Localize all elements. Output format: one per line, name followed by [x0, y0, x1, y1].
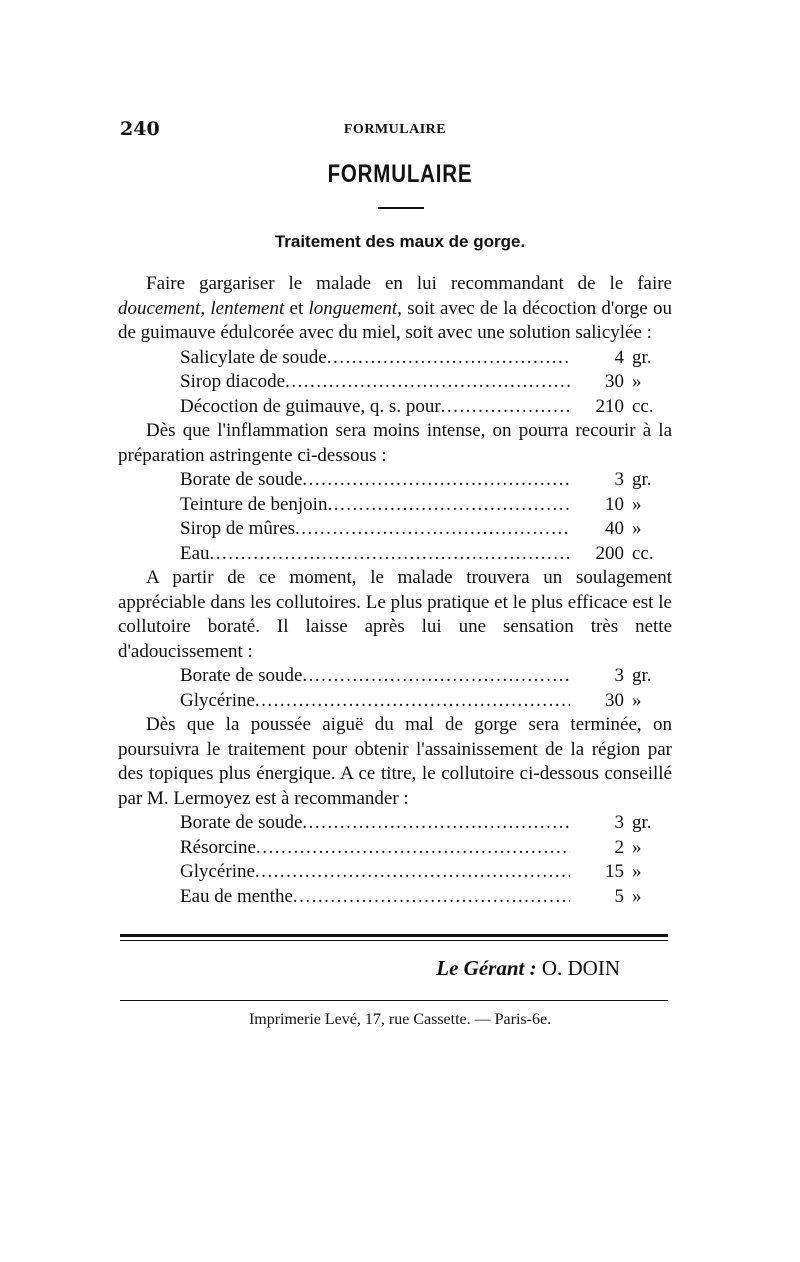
section-title: FORMULAIRE — [327, 160, 473, 188]
formula-row: Glycérine ..... 30 » — [180, 689, 672, 714]
paragraph-4: Dès que la poussée aiguë du mal de gorge sera terminée, on poursuivra le traitement pour obtenir l'assainissement de la région par des topiques plus énergique. A ce titre, le collutoire ci-dessous conseillé par M. Lermoyez est à recommander : — [118, 714, 672, 809]
formula-row: Borate de soude ..... 3 gr. — [180, 468, 672, 493]
formula-2 — [118, 468, 672, 566]
article-body — [118, 272, 672, 909]
footer-rule — [120, 934, 668, 937]
formula-row: Glycérine ..... 15 » — [180, 860, 672, 885]
formula-1 — [118, 346, 672, 420]
formula-row: Décoction de guimauve, q. s. pour ..... 210 cc. — [180, 395, 672, 420]
formula-row: Sirop de mûres ..... 40 » — [180, 517, 672, 542]
running-head: FORMULAIRE — [343, 122, 447, 137]
gerant-line — [120, 956, 620, 981]
formula-row: Salicylate de soude ..... 4 gr. — [180, 346, 672, 371]
formula-row: Borate de soude ..... 3 gr. — [180, 811, 672, 836]
title-rule — [378, 207, 424, 209]
formula-row: Eau de menthe ..... 5 » — [180, 885, 672, 910]
intro-paragraph: Faire gargariser le malade en lui recommandant de le faire doucement, lentement et longuement, soit avec de la décoction d'orge ou de guimauve édulcorée avec du miel, soit avec une solution salicylée : — [118, 273, 673, 343]
footer-rule — [120, 1000, 668, 1001]
gerant-name: O. DOIN — [541, 956, 620, 980]
page-header — [120, 118, 670, 146]
formula-row: Résorcine ..... 2 » — [180, 836, 672, 861]
page-number: 240 — [120, 118, 160, 140]
paragraph-2: Dès que l'inflammation sera moins intense, on pourra recourir à la préparation astringente ci-dessous : — [118, 420, 672, 466]
imprint-line: Imprimerie Levé, 17, rue Cassette. — Paris-6e. — [248, 1011, 552, 1028]
formula-row: Teinture de benjoin ..... 10 » — [180, 493, 672, 518]
formula-3 — [118, 664, 672, 713]
formula-row: Eau ..... 200 cc. — [180, 542, 672, 567]
formula-row: Sirop diacode ..... 30 » — [180, 370, 672, 395]
formula-4 — [118, 811, 672, 909]
footer-rule — [120, 940, 668, 941]
paragraph-3: A partir de ce moment, le malade trouvera un soulagement appréciable dans les collutoires. Le plus pratique et le plus efficace est le collutoire boraté. Il laisse après lui une sensation très nette d'adoucissement : — [118, 567, 672, 662]
article-subtitle: Traitement des maux de gorge. — [274, 232, 526, 251]
gerant-label: Le Gérant : — [436, 956, 537, 980]
formula-row: Borate de soude ..... 3 gr. — [180, 664, 672, 689]
